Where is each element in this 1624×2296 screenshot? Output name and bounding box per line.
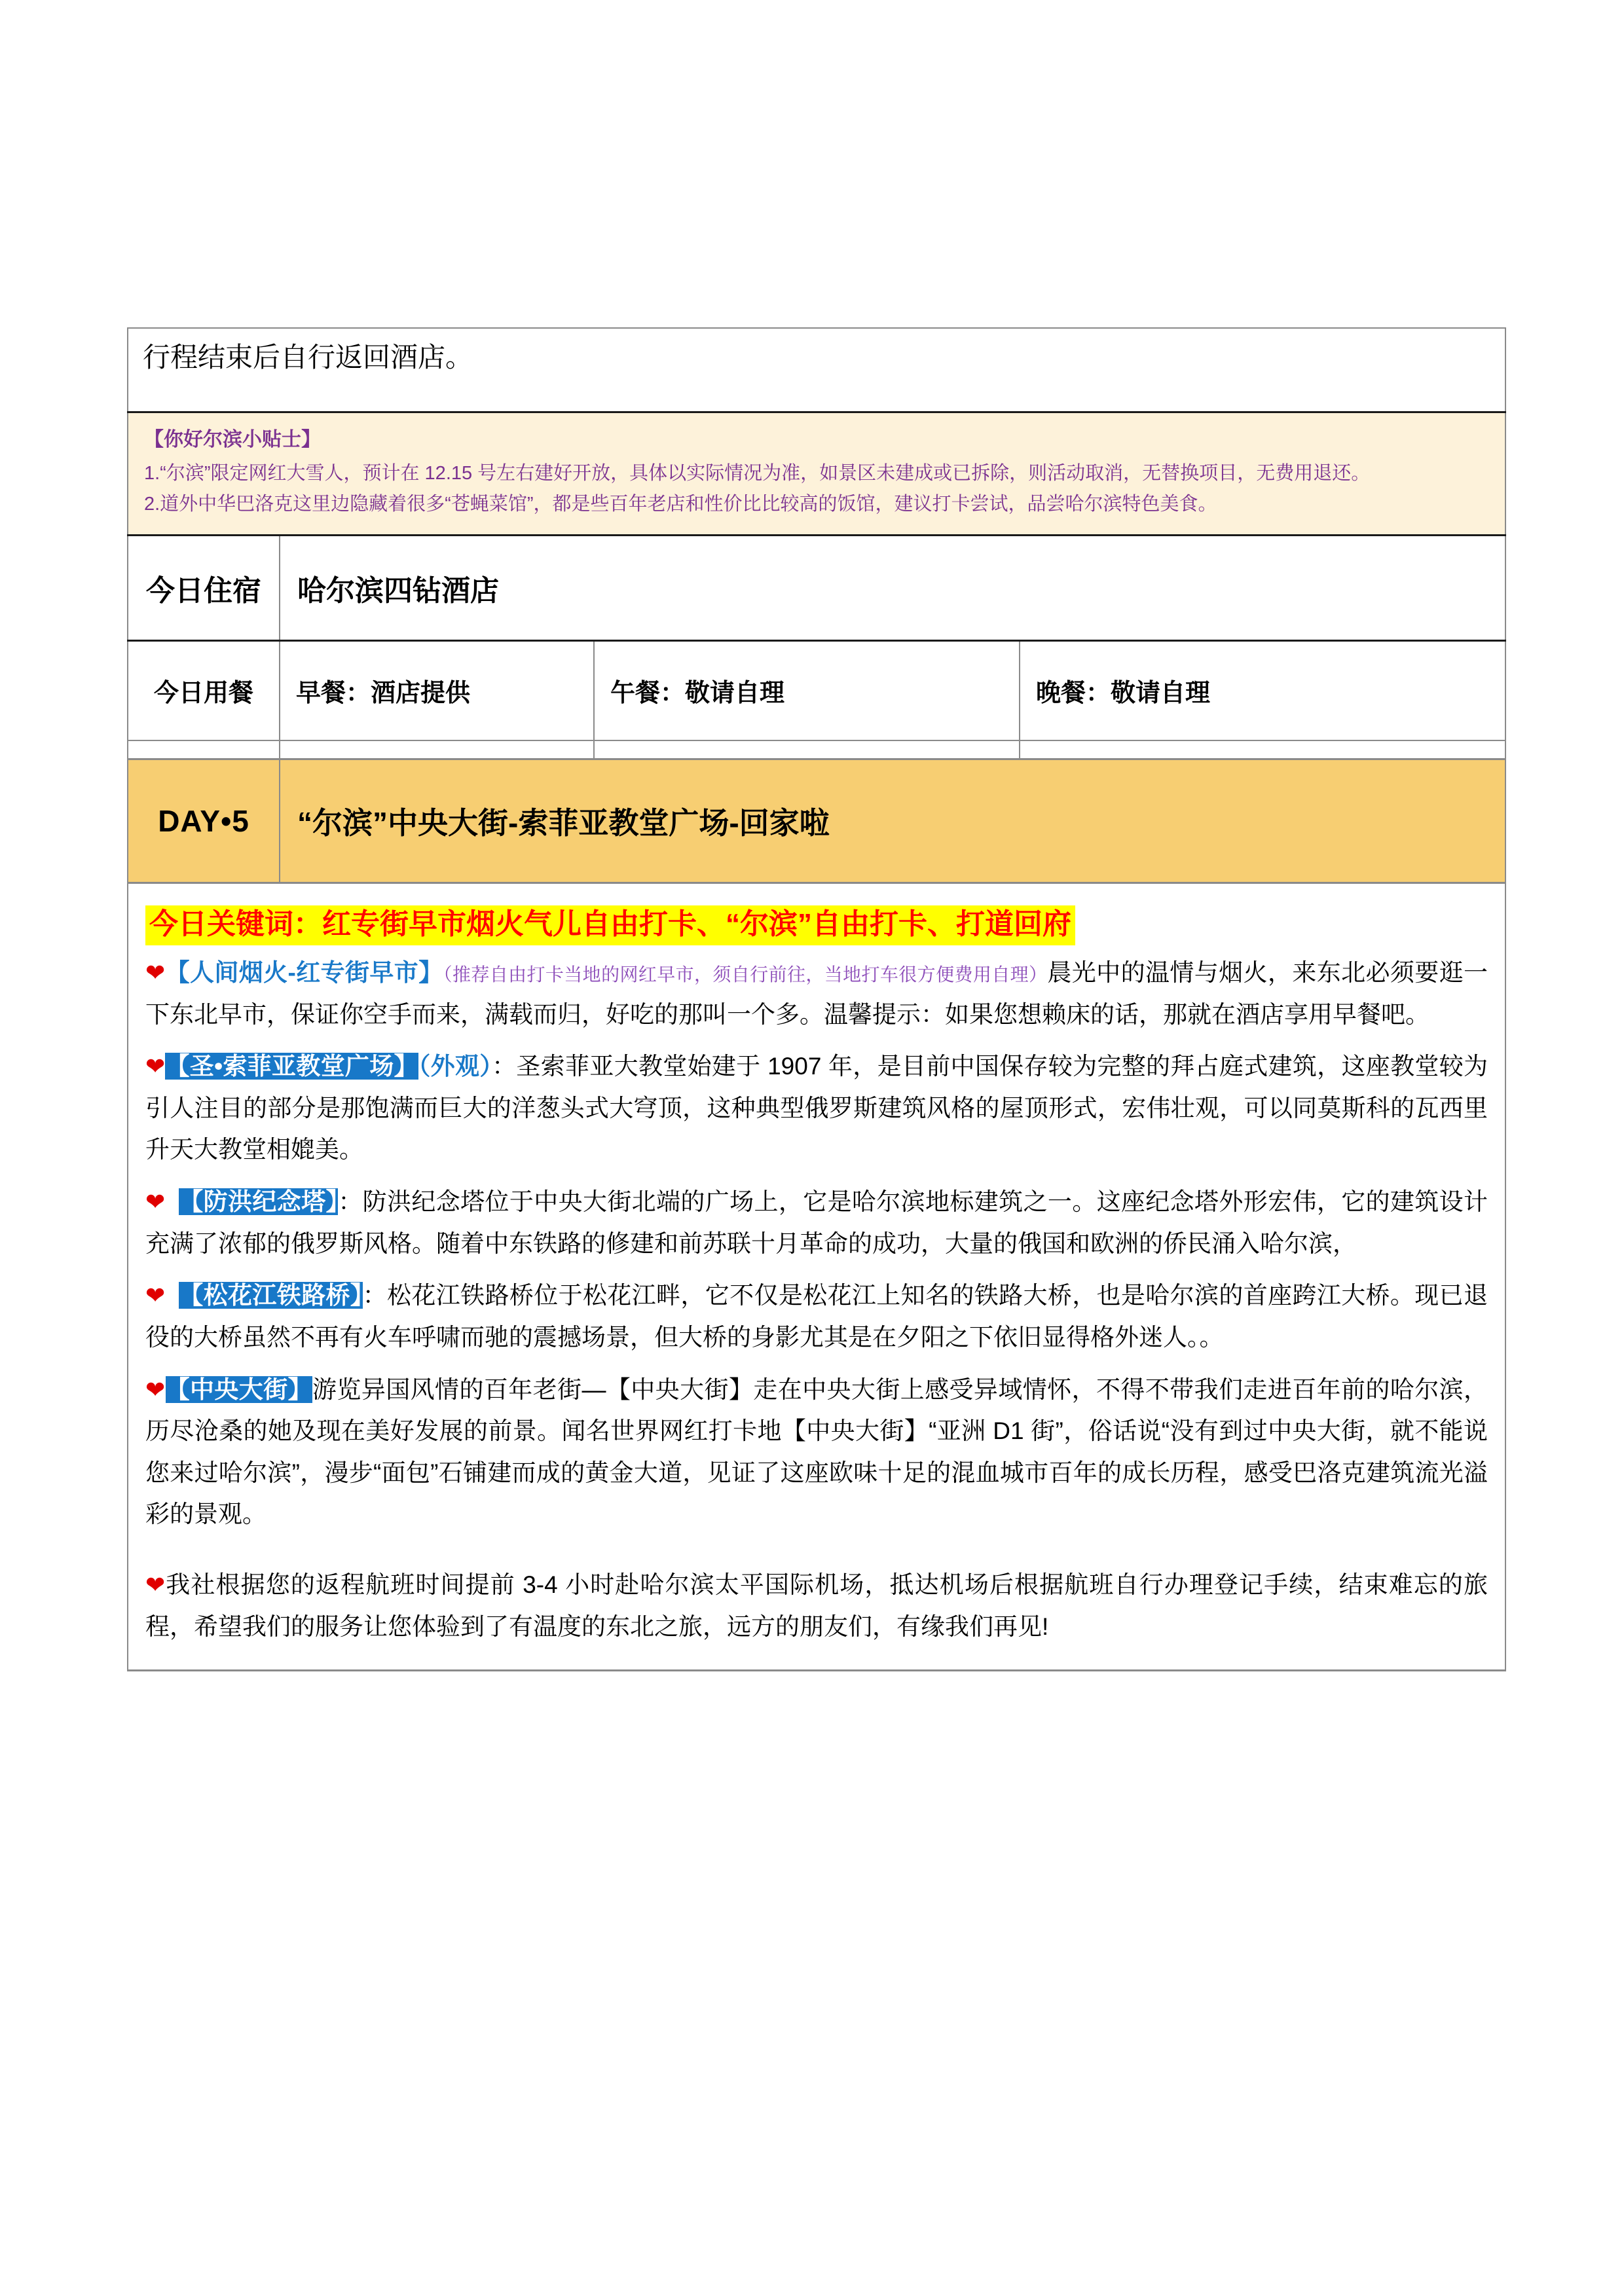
itinerary-table: [127, 327, 1506, 1671]
section-heading: 【松花江铁路桥】: [179, 1282, 363, 1309]
meal-breakfast: 早餐：酒店提供: [280, 640, 594, 740]
spacer-cell-2: [280, 740, 594, 759]
day-title: “尔滨”中央大街-索菲亚教堂广场-回家啦: [280, 759, 1505, 883]
heart-icon: ❤: [145, 958, 166, 986]
spacer-cell-1: [128, 740, 280, 759]
tips-box: [128, 412, 1505, 536]
section-paragraph: [145, 952, 1488, 1035]
meal-lunch: 午餐：敬请自理: [594, 640, 1020, 740]
section-heading: 【中央大街】: [165, 1376, 313, 1403]
lodging-label: 今日住宿: [128, 535, 280, 640]
heart-icon: ❤: [145, 1376, 166, 1403]
closing-paragraph: [145, 1564, 1488, 1647]
meals-label: 今日用餐: [128, 640, 280, 740]
table-row-return-hotel: [128, 328, 1505, 412]
section-body: 游览异国风情的百年老街—【中央大街】走在中央大街上感受异域情怀，不得不带我们走进百年前的哈尔滨，历尽沧桑的她及现在美好发展的前景。闻名世界网红打卡地【中央大街】“亚洲 D1 街”，俗话说“没有到过中央大街，就不能说您来过哈尔滨”，漫步“面包”石铺建而成的黄金大道，见证了这座欧味十足的混血城市百年的成长历程，感受巴洛克建筑流光溢彩的景观。: [145, 1376, 1488, 1528]
table-row-tips: [128, 412, 1505, 536]
table-row-spacer: [128, 740, 1505, 759]
section-body: ：圣索菲亚大教堂始建于 1907 年，是目前中国保存较为完整的拜占庭式建筑，这座教堂较为引人注目的部分是那饱满而巨大的洋葱头式大穹顶，这种典型俄罗斯建筑风格的屋顶形式，宏伟壮观，可以同莫斯科的瓦西里升天大教堂相媲美。: [145, 1053, 1488, 1163]
day-number: DAY•5: [128, 759, 280, 883]
table-row-meals: [128, 640, 1505, 740]
section-heading: 【防洪纪念塔】: [179, 1188, 339, 1216]
table-row-body: [128, 883, 1505, 1670]
section-paragraph: [145, 1369, 1488, 1536]
heart-icon: ❤: [145, 1188, 166, 1216]
section-subheading: （外观）: [418, 1053, 492, 1080]
section-paragraph: [145, 1181, 1488, 1264]
section-paragraph: [145, 1046, 1488, 1171]
tips-line-2: 2.道外中华巴洛克这里边隐藏着很多“苍蝇菜馆”，都是些百年老店和性价比比较高的饭馆，建议打卡尝试，品尝哈尔滨特色美食。: [144, 493, 1217, 515]
keywords-line: [145, 907, 1488, 940]
lodging-value: 哈尔滨四钻酒店: [280, 535, 1505, 640]
table-row-day-banner: [128, 759, 1505, 883]
keywords-highlight: 今日关键词：红专街早市烟火气儿自由打卡、“尔滨”自由打卡、打道回府: [145, 905, 1075, 945]
tips-title: 【你好尔滨小贴士】: [144, 429, 321, 450]
section-body: ：松花江铁路桥位于松花江畔，它不仅是松花江上知名的铁路大桥，也是哈尔滨的首座跨江大桥。现已退役的大桥虽然不再有火车呼啸而驰的震撼场景，但大桥的身影尤其是在夕阳之下依旧显得格外迷人。。: [145, 1282, 1488, 1351]
table-row-lodging: [128, 535, 1505, 640]
section-heading: 【圣•索菲亚教堂广场】: [165, 1053, 418, 1080]
meal-dinner: 晚餐：敬请自理: [1020, 640, 1505, 740]
spacer-cell-3: [594, 740, 1020, 759]
spacer-cell-4: [1020, 740, 1505, 759]
return-hotel-text: 行程结束后自行返回酒店。: [128, 328, 1505, 412]
section-note: （推荐自由打卡当地的网红早市，须自行前往，当地打车很方便费用自理）: [443, 964, 1048, 985]
heart-icon: ❤: [145, 1571, 166, 1599]
section-heading: 【人间烟火-红专街早市】: [165, 958, 443, 986]
day-body-content: [128, 883, 1505, 1670]
section-body: 晨光中的温情与烟火，来东北必须要逛一下东北早市，保证你空手而来，满载而归，好吃的那叫一个多。温馨提示：如果您想赖床的话，那就在酒店享用早餐吧。: [145, 958, 1488, 1028]
closing-text: 我社根据您的返程航班时间提前 3-4 小时赴哈尔滨太平国际机场，抵达机场后根据航班自行办理登记手续，结束难忘的旅程，希望我们的服务让您体验到了有温度的东北之旅，远方的朋友们，有缘我们再见!: [145, 1571, 1488, 1640]
section-paragraph: [145, 1275, 1488, 1358]
section-body: ：防洪纪念塔位于中央大街北端的广场上，它是哈尔滨地标建筑之一。这座纪念塔外形宏伟，它的建筑设计充满了浓郁的俄罗斯风格。随着中东铁路的修建和前苏联十月革命的成功，大量的俄国和欧洲的侨民涌入哈尔滨，: [145, 1188, 1488, 1257]
tips-line-1: 1.“尔滨”限定网红大雪人，预计在 12.15 号左右建好开放，具体以实际情况为准，如景区未建成或已拆除，则活动取消，无替换项目，无费用退还。: [144, 463, 1371, 484]
heart-icon: ❤: [145, 1282, 166, 1309]
heart-icon: ❤: [145, 1053, 166, 1080]
